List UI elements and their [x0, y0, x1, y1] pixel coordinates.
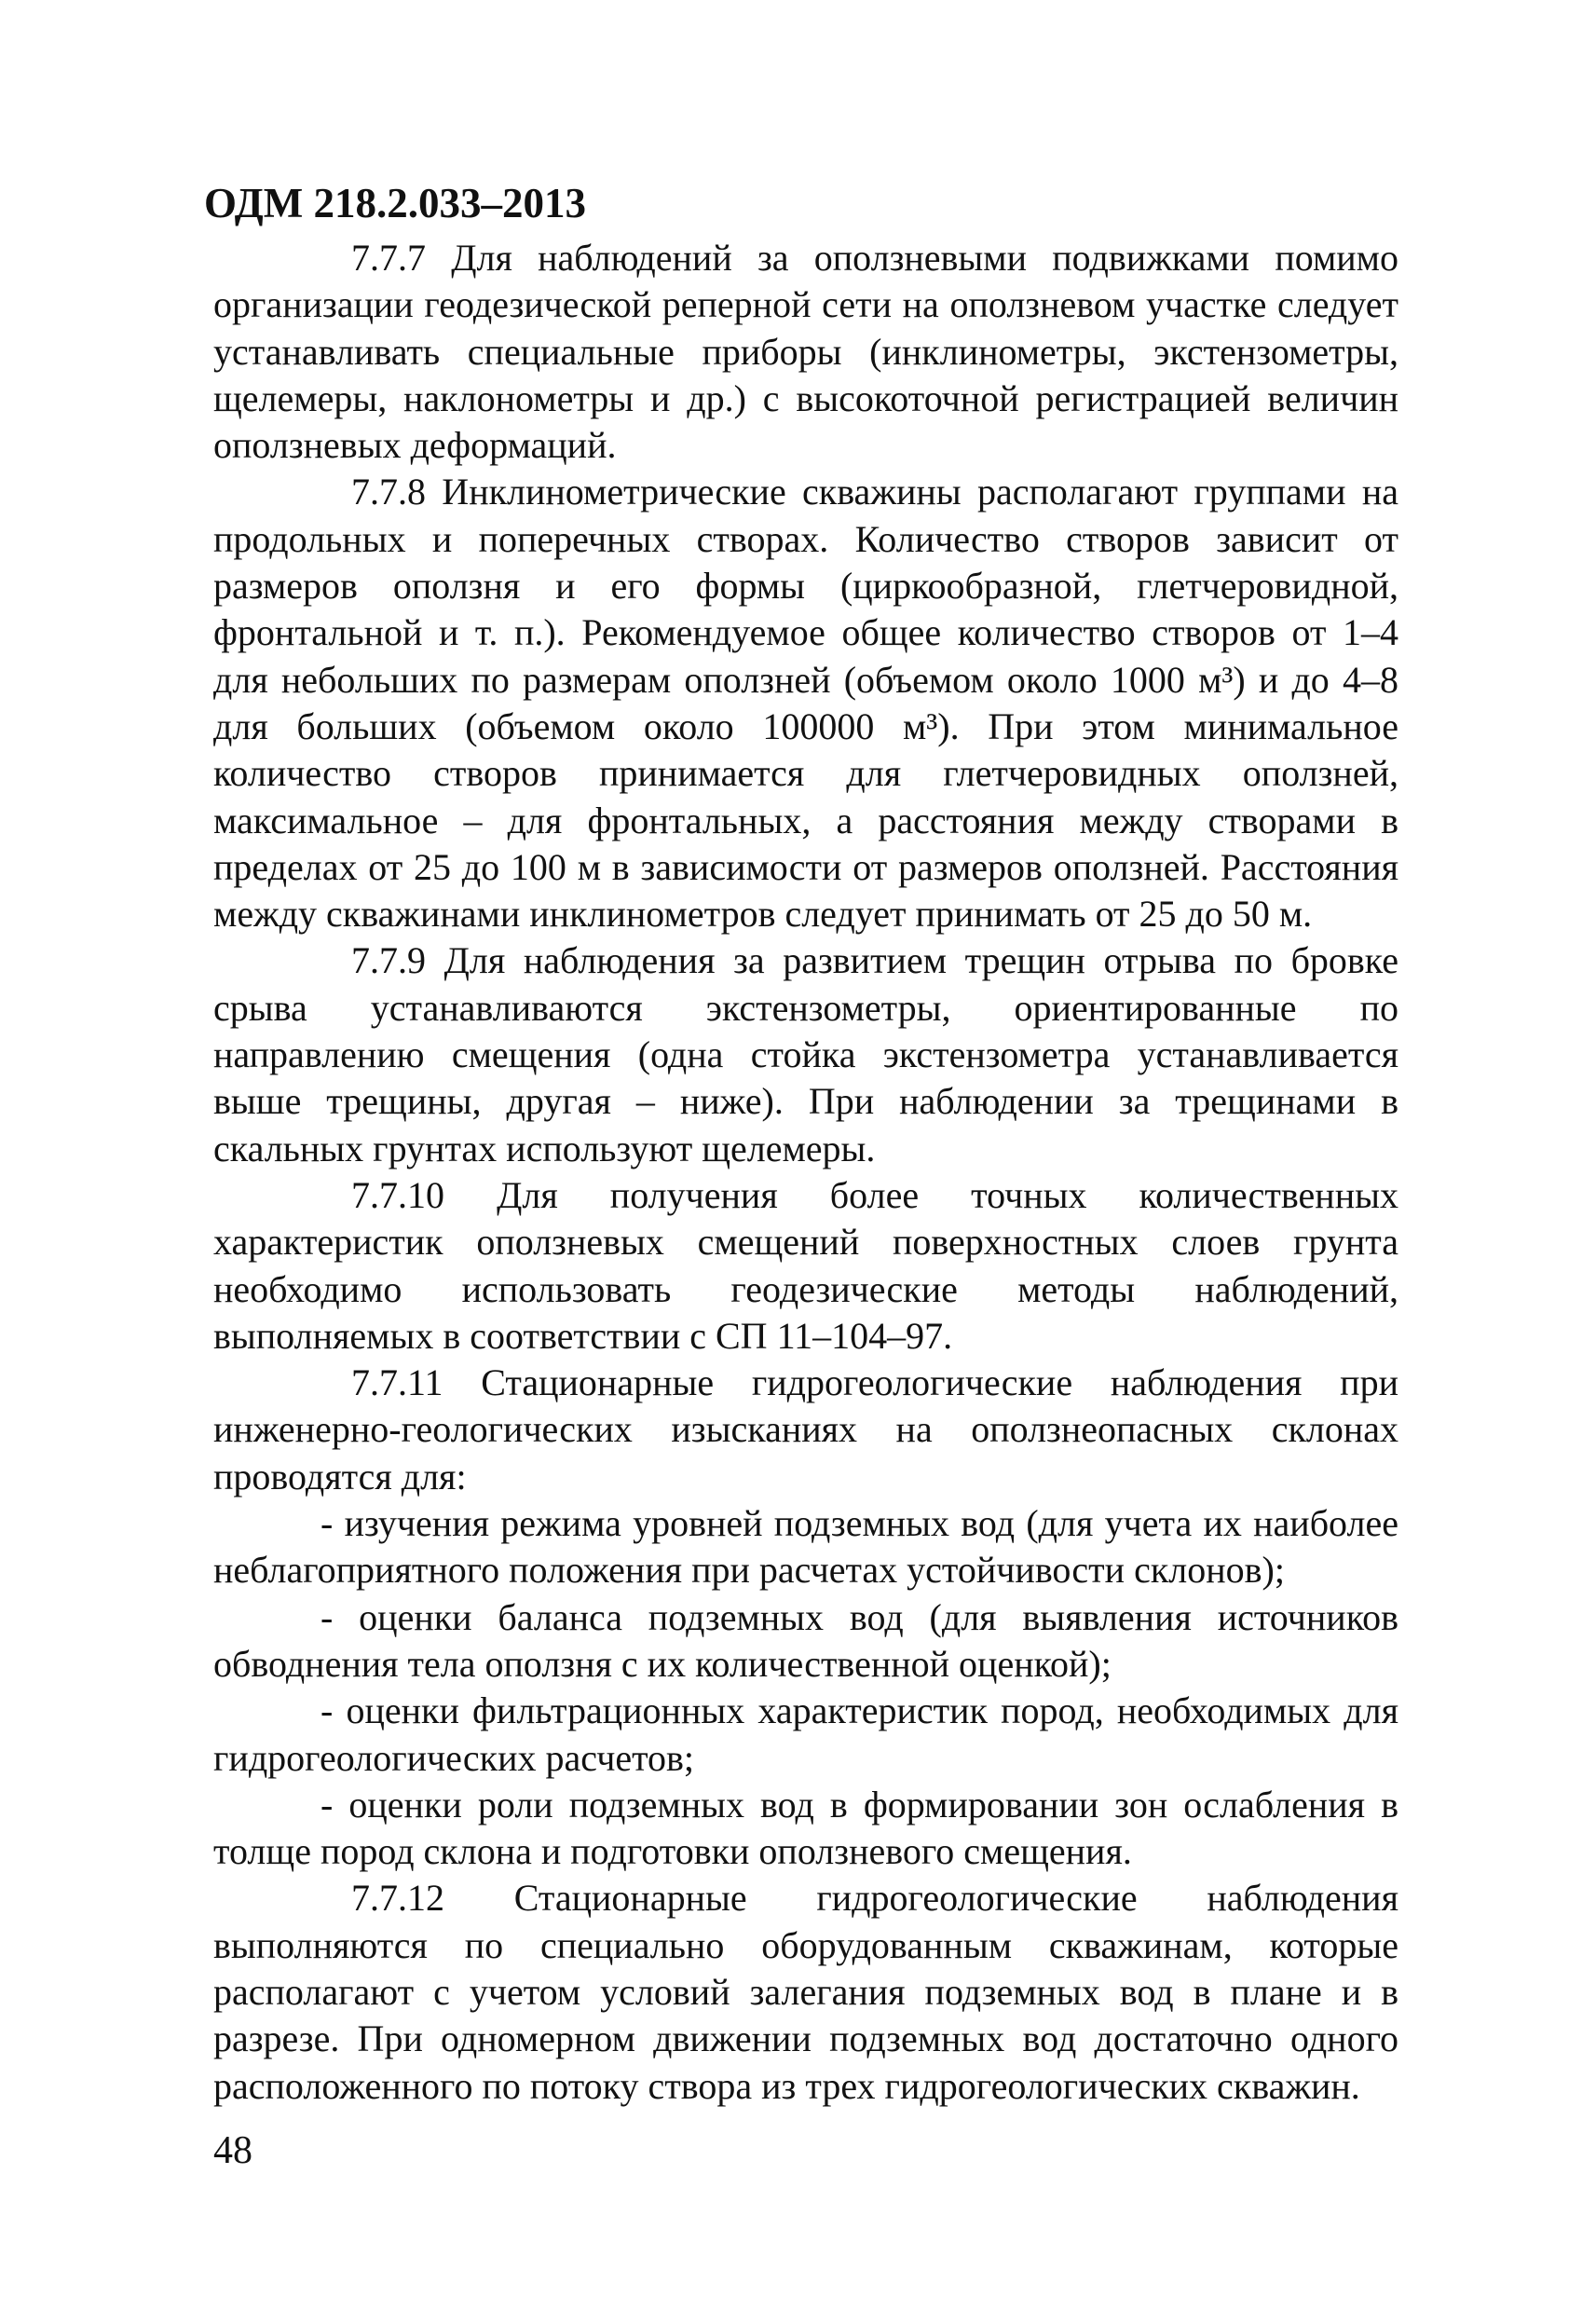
paragraph-7-7-9: 7.7.9 Для наблюдения за развитием трещин отрыва по бровке срыва устанавливаются экстензометры, ориентированные по направлению смещения (одна стойка экстензометра устанавливается выше трещины, другая – ниже). При наблюдении за трещинами в скальных грунтах используют щелемеры. — [213, 939, 1398, 1169]
page-number: 48 — [213, 2129, 252, 2172]
document-body — [213, 235, 1398, 2110]
paragraph-7-7-8: 7.7.8 Инклинометрические скважины располагают группами на продольных и поперечных створах. Количество створов зависит от размеров оползня и его формы (циркообразной, глетчеровидной, фронтальной и т. п.). Рекомендуемое общее количество створов от 1–4 для небольших по размерам оползней (объемом около 1000 м³) и до 4–8 для больших (объемом около 100000 м³). При этом минимальное количество створов принимается для глетчеровидных оползней, максимальное – для фронтальных, а расстояния между створами в пределах от 25 до 100 м в зависимости от размеров оползней. Расстояния между скважинами инклинометров следует принимать от 25 до 50 м. — [213, 471, 1398, 936]
list-item-water-levels: - изучения режима уровней подземных вод (для учета их наиболее неблагоприятного положения при расчетах устойчивости склонов); — [213, 1502, 1398, 1592]
list-item-water-balance: - оценки баланса подземных вод (для выявления источников обводнения тела оползня с их количественной оценкой); — [213, 1595, 1398, 1685]
document-code-header: ОДМ 218.2.033–2013 — [204, 180, 586, 226]
paragraph-7-7-10: 7.7.10 Для получения более точных количественных характеристик оползневых смещений поверхностных слоев грунта необходимо использовать геодезические методы наблюдений, выполняемых в соответствии с СП 11–104–97. — [213, 1173, 1398, 1357]
list-item-weakening-zones: - оценки роли подземных вод в формировании зон ослабления в толще пород склона и подготовки оползневого смещения. — [213, 1783, 1398, 1873]
paragraph-7-7-7: 7.7.7 Для наблюдений за оползневыми подвижками помимо организации геодезической реперной сети на оползневом участке следует устанавливать специальные приборы (инклинометры, экстензометры, щелемеры, наклонометры и др.) с высокоточной регистрацией величин оползневых деформаций. — [213, 237, 1398, 467]
list-item-filtration: - оценки фильтрационных характеристик пород, необходимых для гидрогеологических расчетов; — [213, 1689, 1398, 1779]
paragraph-7-7-12: 7.7.12 Стационарные гидрогеологические наблюдения выполняются по специально оборудованным скважинам, которые располагают с учетом условий залегания подземных вод в плане и в разрезе. При одномерном движении подземных вод достаточно одного расположенного по потоку створа из трех гидрогеологических скважин. — [213, 1877, 1398, 2107]
paragraph-7-7-11: 7.7.11 Стационарные гидрогеологические наблюдения при инженерно-геологических изысканиях на оползнеопасных склонах проводятся для: — [213, 1361, 1398, 1497]
